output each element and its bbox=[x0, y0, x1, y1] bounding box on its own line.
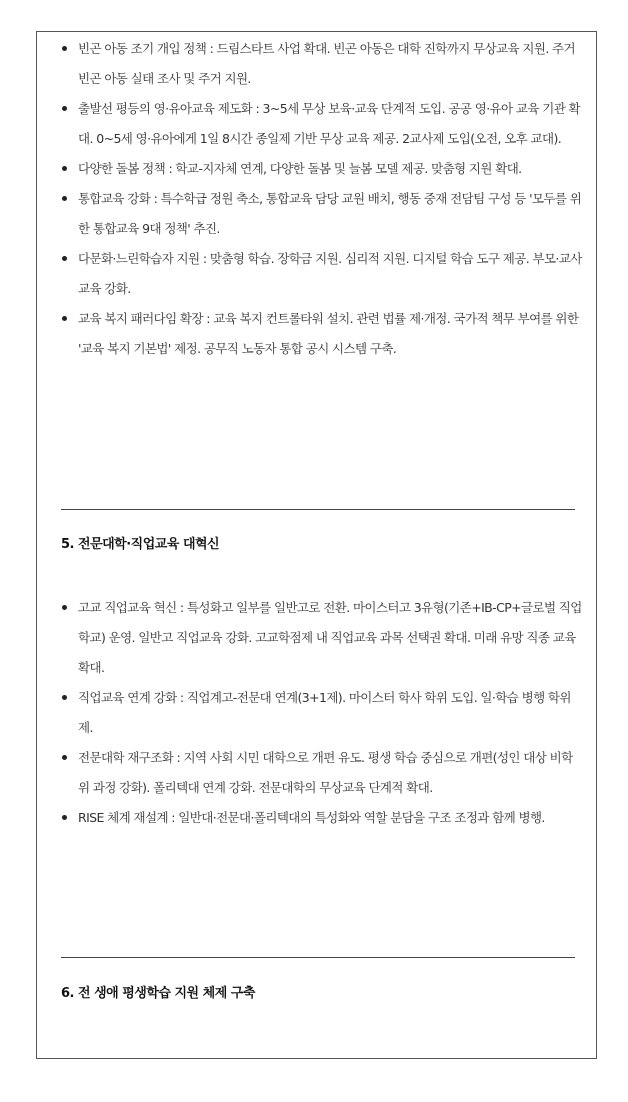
list-item: 출발선 평등의 영·유아교육 제도화 : 3~5세 무상 보육·교육 단계적 도입. 공공 영·유아 교육 기관 확대. 0~5세 영·유아에게 1일 8시간 종일제 기반 무상 교육 제공. 2교사제 도입(오전, 오후 교대). bbox=[61, 94, 583, 154]
content-frame bbox=[36, 31, 597, 1059]
section-heading: 6. 전 생애 평생학습 지원 체제 구축 bbox=[61, 986, 255, 1001]
list-item: 교육 복지 패러다임 확장 : 교육 복지 컨트롤타워 설치. 관련 법률 제·개정. 국가적 책무 부여를 위한 '교육 복지 기본법' 제정. 공무직 노동자 통합 공시 시스템 구축. bbox=[61, 304, 583, 364]
vocational-policy-list bbox=[61, 593, 583, 833]
list-item: 고교 직업교육 혁신 : 특성화고 일부를 일반고로 전환. 마이스터고 3유형(기존+IB-CP+글로벌 직업학교) 운영. 일반고 직업교육 강화. 고교학점제 내 직업교육 과목 선택권 확대. 미래 유망 직종 교육 확대. bbox=[61, 593, 583, 683]
section-divider bbox=[61, 509, 575, 510]
list-item: RISE 체계 재설계 : 일반대·전문대·폴리텍대의 특성화와 역할 분담을 구조 조정과 함께 병행. bbox=[61, 803, 583, 833]
section-heading: 5. 전문대학·직업교육 대혁신 bbox=[61, 537, 220, 552]
list-item: 통합교육 강화 : 특수학급 정원 축소, 통합교육 담당 교원 배치, 행동 중재 전담팀 구성 등 '모두를 위한 통합교육 9대 정책' 추진. bbox=[61, 184, 583, 244]
list-item: 다문화·느린학습자 지원 : 맞춤형 학습. 장학금 지원. 심리적 지원. 디지털 학습 도구 제공. 부모·교사 교육 강화. bbox=[61, 244, 583, 304]
list-item: 직업교육 연계 강화 : 직업계고-전문대 연계(3+1제). 마이스터 학사 학위 도입. 일·학습 병행 학위제. bbox=[61, 683, 583, 743]
welfare-policy-list bbox=[61, 34, 583, 364]
section-divider bbox=[61, 957, 575, 958]
list-item: 다양한 돌봄 정책 : 학교-지자체 연계, 다양한 돌봄 및 늘봄 모델 제공. 맞춤형 지원 확대. bbox=[61, 154, 583, 184]
list-item: 전문대학 재구조화 : 지역 사회 시민 대학으로 개편 유도. 평생 학습 중심으로 개편(성인 대상 비학위 과정 강화). 폴리텍대 연계 강화. 전문대학의 무상교육 단계적 확대. bbox=[61, 743, 583, 803]
list-item: 빈곤 아동 조기 개입 정책 : 드림스타트 사업 확대. 빈곤 아동은 대학 진학까지 무상교육 지원. 주거 빈곤 아동 실태 조사 및 주거 지원. bbox=[61, 34, 583, 94]
